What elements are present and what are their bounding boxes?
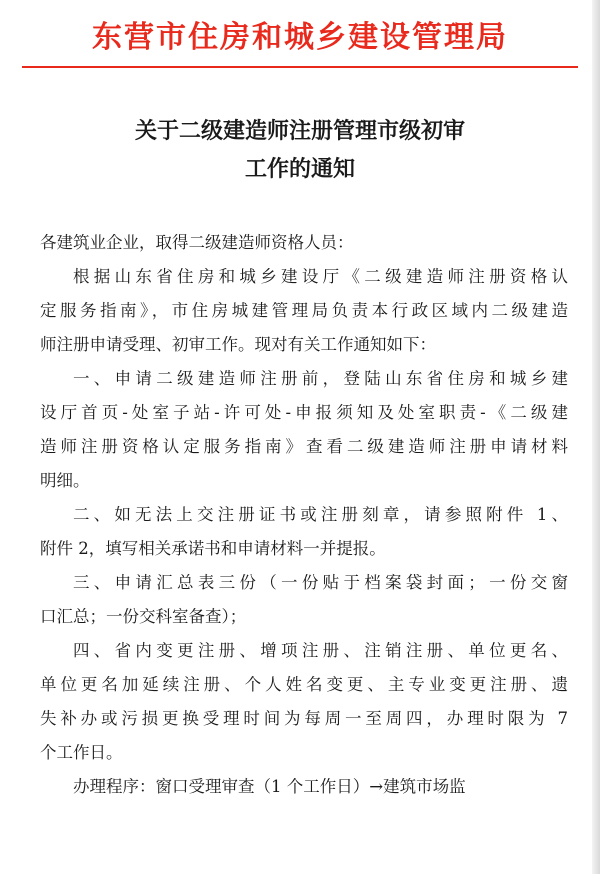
body-line: 定服务指南》，市住房城建管理局负责本行政区域内二级建造 xyxy=(40,301,568,320)
body-line: 设厅首页-处室子站-许可处-申报须知及处室职责-《二级建 xyxy=(40,403,568,422)
body-line: 四、省内变更注册、增项注册、注销注册、单位更名、 xyxy=(73,641,568,660)
body-line: 办理程序：窗口受理审查（1 个工作日）→建筑市场监 xyxy=(73,777,466,796)
body-line: 单位更名加延续注册、个人姓名变更、主专业变更注册、遗 xyxy=(40,675,568,694)
document-title xyxy=(30,112,570,188)
page-edge xyxy=(592,0,600,874)
body-line: 根据山东省住房和城乡建设厅《二级建造师注册资格认 xyxy=(73,267,568,286)
body-line: 一、申请二级建造师注册前，登陆山东省住房和城乡建 xyxy=(73,369,568,388)
salutation: 各建筑业企业，取得二级建造师资格人员： xyxy=(40,233,354,252)
document-body xyxy=(40,226,568,804)
document-title-line-1: 关于二级建造师注册管理市级初审 xyxy=(134,118,465,144)
body-line: 口汇总；一份交科室备查）； xyxy=(40,607,247,626)
body-line: 造师注册资格认定服务指南》查看二级建造师注册申请材料 xyxy=(40,437,568,456)
letterhead-divider xyxy=(22,66,578,68)
document-title-line-2: 工作的通知 xyxy=(244,156,355,182)
body-line: 失补办或污损更换受理时间为每周一至周四，办理时限为 7 xyxy=(40,709,568,728)
body-line: 个工作日。 xyxy=(40,743,123,762)
body-line: 三、申请汇总表三份（一份贴于档案袋封面；一份交窗 xyxy=(73,573,568,592)
letterhead-org-name: 东营市住房和城乡建设管理局 xyxy=(92,20,508,55)
body-line: 师注册申请受理、初审工作。现对有关工作通知如下： xyxy=(40,335,436,354)
body-line: 明细。 xyxy=(40,471,90,490)
body-line: 二、如无法上交注册证书或注册刻章，请参照附件 1、 xyxy=(73,505,568,524)
body-line: 附件 2，填写相关承诺书和申请材料一并提报。 xyxy=(40,539,386,558)
